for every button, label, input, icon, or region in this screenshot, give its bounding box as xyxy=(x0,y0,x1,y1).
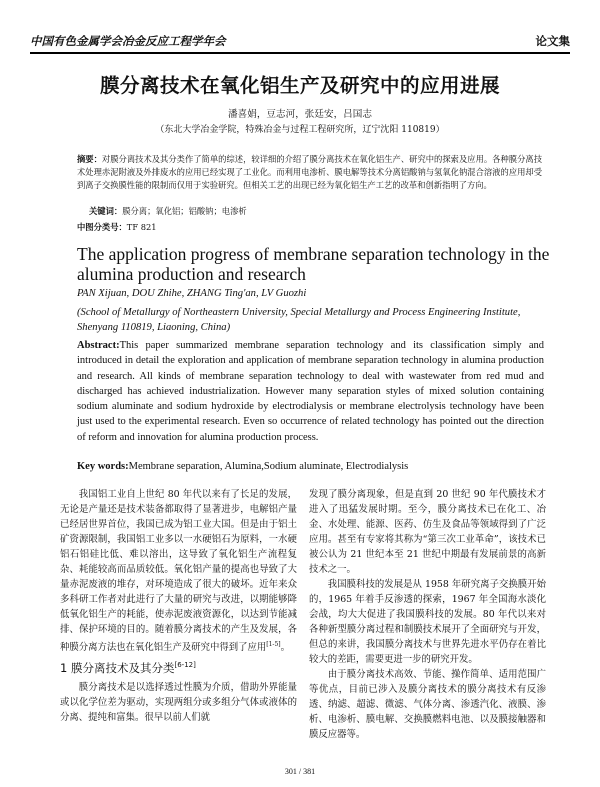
journal-name: 中国有色金属学会冶金反应工程学年会 xyxy=(30,34,226,48)
intro-end: 。 xyxy=(280,642,290,654)
english-affiliation: (School of Metallurgy of Northeastern University, Special Metallurgy and Process Engineering Institute, Shenyang 110819, Liaoning, China) xyxy=(77,307,521,333)
section-paragraph: 膜分离技术是以选择透过性膜为介质，借助外界能量或以化学位差为驱动，实现两组分或多组分气体或液体的分离、提纯和富集。很早以前人们就 xyxy=(60,681,297,723)
classification-text: TF 821 xyxy=(126,222,157,232)
authors: 潘喜娟，豆志河，张廷安，吕国志 xyxy=(228,109,372,120)
english-keywords xyxy=(77,461,408,472)
english-abstract-text: This paper summarized membrane separation technology and its classification simply and introduced in detail the exploration and application of membrane separation technology in alumina production and research. All kinds of membrane separation technology to deal with wastewater from red mud and discharged has achieved industrialization. However many separation styles of mixed solution containing sodium aluminate and sodium hydroxide by electrodialysis or membrane electrolysis technology have been just used to the experimental research. Even so occurrence of related technology has pointed out the direction of reform and innovation for alumina production process. xyxy=(77,340,544,443)
keywords-cn xyxy=(89,205,247,217)
classification-label: 中图分类号： xyxy=(77,222,127,232)
section-name: 论文集 xyxy=(535,34,570,48)
keywords-cn-text: 膜分离；氧化铝；铝酸钠；电渗析 xyxy=(122,206,247,216)
page-number: 301 / 381 xyxy=(284,767,316,776)
right-paragraph-3: 由于膜分离技术高效、节能、操作简单、适用范围广等优点，目前已涉入及膜分离技术的膜分离技术有反渗透、纳滤、超滤、微滤、气体分离、渗透汽化、液膜、渗析、电渗析、膜电解、交换膜燃料电池、以及膜接触器和膜反应器等。 xyxy=(309,669,546,740)
affiliation: （东北大学冶金学院，特殊冶金与过程工程研究所，辽宁沈阳 110819） xyxy=(155,125,445,135)
section-heading xyxy=(60,658,297,676)
abstract-cn-label: 摘要： xyxy=(77,154,102,164)
english-abstract-label: Abstract: xyxy=(77,340,120,351)
english-keywords-label: Key words: xyxy=(77,461,129,472)
right-column xyxy=(309,487,546,742)
abstract-cn-text: 对膜分离技术及其分类作了简单的综述，较详细的介绍了膜分离技术在氧化铝生产、研究中的探索及应用。各种膜分离技术处理赤泥附液及外排废水的应用已经实现了工业化。而利用电渗析、膜电解等技术分离铝酸钠与氢氧化钠混合溶液的应用却受到离子交换膜性能的限制而仅用于实验研究。但相关工艺的出现已经为氧化铝生产工艺的改革和创新指明了方向。 xyxy=(77,154,542,190)
english-title: The application progress of membrane separation technology in the alumina production and research xyxy=(77,244,550,284)
paper-title: 膜分离技术在氧化铝生产及研究中的应用进展 xyxy=(99,74,500,97)
keywords-cn-label: 关键词： xyxy=(89,206,123,216)
abstract-cn xyxy=(77,153,542,192)
intro-paragraph xyxy=(60,487,297,655)
intro-citation: [1-5] xyxy=(266,641,281,648)
section-citation: [6-12] xyxy=(174,661,196,670)
english-keywords-text: Membrane separation, Alumina,Sodium aluminate, Electrodialysis xyxy=(128,461,409,472)
running-header xyxy=(30,30,570,54)
english-abstract xyxy=(77,338,544,445)
classification xyxy=(77,221,157,233)
english-authors: PAN Xijuan, DOU Zhihe, ZHANG Ting'an, LV Guozhi xyxy=(77,288,307,299)
right-paragraph-2: 我国膜科技的发展是从 1958 年研究离子交换膜开始的，1965 年着手反渗透的探索，1967 年全国海水淡化会战，均大大促进了我国膜科技的发展。80 年代以来对各种新型膜分离过程和制膜技术展开了全面研究与开发，但总的来讲，我国膜分离技术与世界先进水平仍存在着比较大的差距，需要更进一步的研究开发。 xyxy=(309,579,546,665)
intro-text: 我国铝工业自上世纪 80 年代以来有了长足的发展，无论是产量还是技术装备都取得了显著进步，电解铝产量已经居世界首位，我国已成为铝工业大国。但是由于铝土矿资源限制，我国铝工业多以一水硬铝石为原料，一水硬铝石铝硅比低、难以溶出，这导致了氧化铝生产流程复杂、耗能较高而品质较低。氧化铝产量的提高也导致了大量赤泥废液的堆存，对环境造成了很大的破坏。近年来众多科研工作者对此进行了大量的研究与改进，以期能够降低氧化铝生产的耗能，使赤泥废液资源化，以达到节能减排、保护环境的目的。随着膜分离技术的产生及发展，各种膜分离方法也在氧化铝生产及研究中得到了应用 xyxy=(60,489,297,654)
left-column xyxy=(60,487,297,725)
right-paragraph-1: 发现了膜分离现象，但是直到 20 世纪 90 年代膜技术才进入了迅猛发展时期。至今，膜分离技术已在化工、冶金、水处理、能源、医药、仿生及食品等领域得到了广泛应用。甚至有专家将其称为“第三次工业革命”，该技术已被公认为 21 世纪本至 21 世纪中期最有发展前景的高新技术之一。 xyxy=(309,489,546,575)
section-title: 1 膜分离技术及其分类 xyxy=(60,660,175,675)
